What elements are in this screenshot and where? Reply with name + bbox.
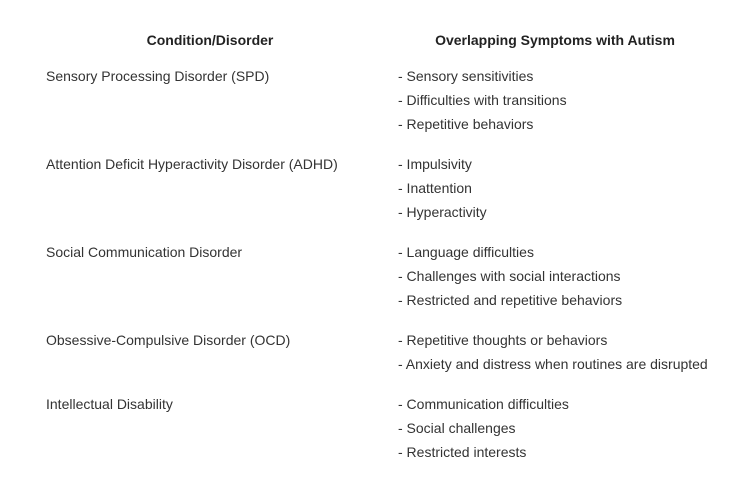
condition-cell — [34, 136, 386, 224]
table-header-row — [34, 20, 724, 48]
condition-cell — [34, 312, 386, 376]
symptom-item: - Language difficulties — [398, 244, 534, 260]
table-row — [34, 136, 724, 224]
symptom-item: - Challenges with social interactions — [398, 268, 621, 284]
symptom-item: - Anxiety and distress when routines are disrupted — [398, 356, 708, 372]
symptoms-cell — [386, 376, 724, 464]
condition-name: Sensory Processing Disorder (SPD) — [46, 68, 270, 84]
condition-name: Intellectual Disability — [46, 396, 173, 412]
condition-cell — [34, 48, 386, 136]
symptom-item: - Restricted and repetitive behaviors — [398, 292, 623, 308]
symptom-item: - Repetitive behaviors — [398, 116, 534, 132]
symptoms-cell — [386, 224, 724, 312]
condition-name: Attention Deficit Hyperactivity Disorder (ADHD) — [46, 156, 338, 172]
symptom-item: - Restricted interests — [398, 444, 527, 460]
table-row — [34, 48, 724, 136]
symptom-item: - Difficulties with transitions — [398, 92, 567, 108]
condition-name: Obsessive-Compulsive Disorder (OCD) — [46, 332, 291, 348]
table-row — [34, 224, 724, 312]
table-row — [34, 376, 724, 464]
symptom-item: - Social challenges — [398, 420, 516, 436]
conditions-table — [34, 20, 724, 464]
condition-cell — [34, 376, 386, 464]
symptoms-cell — [386, 312, 724, 376]
table-row — [34, 312, 724, 376]
symptom-item: - Communication difficulties — [398, 396, 569, 412]
header-symptoms: Overlapping Symptoms with Autism — [435, 32, 675, 48]
symptoms-cell — [386, 48, 724, 136]
symptom-item: - Hyperactivity — [398, 204, 487, 220]
condition-name: Social Communication Disorder — [46, 244, 243, 260]
header-condition: Condition/Disorder — [146, 32, 274, 48]
symptom-item: - Impulsivity — [398, 156, 472, 172]
symptoms-cell — [386, 136, 724, 224]
condition-cell — [34, 224, 386, 312]
symptom-item: - Sensory sensitivities — [398, 68, 534, 84]
symptom-item: - Inattention — [398, 180, 472, 196]
symptom-item: - Repetitive thoughts or behaviors — [398, 332, 608, 348]
